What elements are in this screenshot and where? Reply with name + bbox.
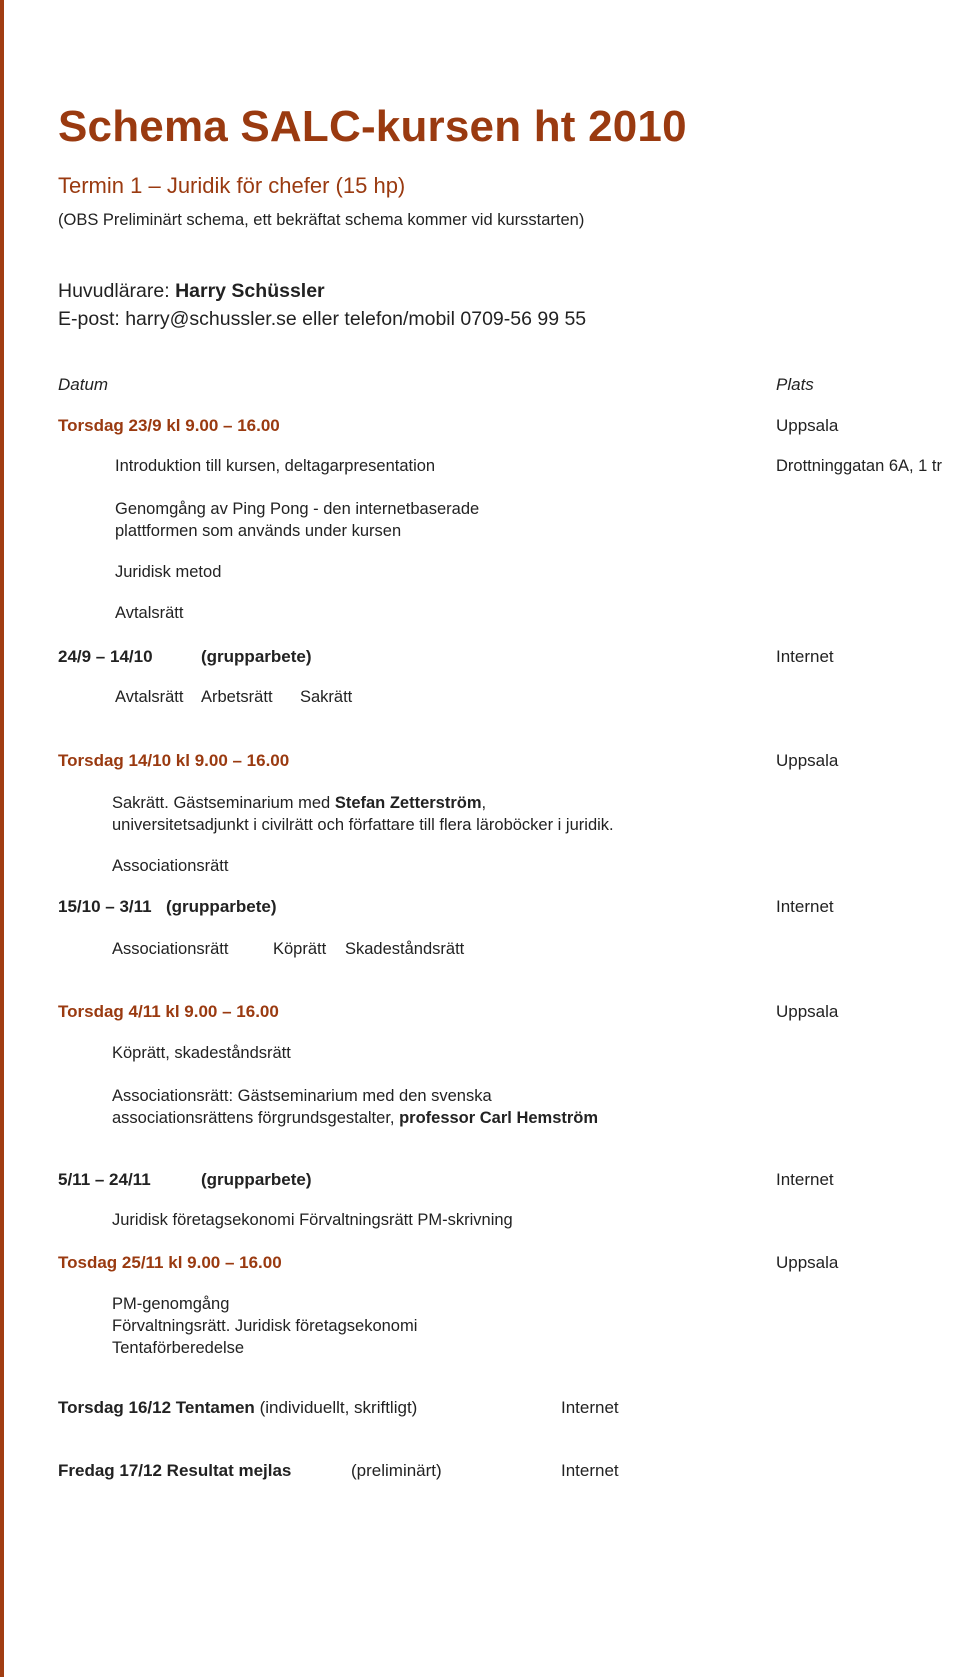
- agenda-item: Juridisk metod: [115, 563, 222, 581]
- teacher-name: Harry Schüssler: [175, 280, 325, 302]
- page-subtitle: Termin 1 – Juridik för chefer (15 hp): [58, 173, 406, 198]
- groupwork-topic: Avtalsrätt: [115, 688, 184, 706]
- groupwork-topics: Juridisk företagsekonomi Förvaltningsrätt PM-skrivning: [112, 1211, 513, 1229]
- groupwork-topic: Sakrätt: [300, 688, 353, 706]
- groupwork-tag: (grupparbete): [201, 1170, 312, 1189]
- groupwork-dates: 5/11 – 24/11: [58, 1170, 151, 1189]
- groupwork-tag: (grupparbete): [166, 897, 277, 916]
- session-place: Uppsala: [776, 1002, 839, 1021]
- groupwork-tag: (grupparbete): [201, 647, 312, 666]
- agenda-item: Avtalsrätt: [115, 604, 184, 622]
- agenda-item-line: Genomgång av Ping Pong - den internetbaserade: [115, 500, 480, 518]
- agenda-item-line: Associationsrätt: Gästseminarium med den svenska: [112, 1087, 492, 1105]
- agenda-item: Introduktion till kursen, deltagarpresentation: [115, 457, 436, 475]
- session-place: Uppsala: [776, 751, 839, 770]
- session-place: Uppsala: [776, 1253, 839, 1272]
- exam-line: [58, 1398, 417, 1418]
- agenda-item-line: [112, 792, 614, 814]
- session-address: Drottninggatan 6A, 1 tr: [776, 457, 943, 475]
- groupwork-place: Internet: [776, 897, 834, 916]
- agenda-item-line: plattformen som används under kursen: [115, 522, 402, 540]
- preliminary-note: (OBS Preliminärt schema, ett bekräftat schema kommer vid kursstarten): [58, 211, 585, 229]
- agenda-item-line: PM-genomgång: [112, 1295, 230, 1313]
- teacher-label: Huvudlärare:: [58, 280, 170, 302]
- exam-place: Internet: [561, 1398, 619, 1417]
- groupwork-topic: Köprätt: [273, 940, 327, 958]
- session-date: Torsdag 4/11 kl 9.00 – 16.00: [58, 1002, 279, 1021]
- exam-detail: (individuellt, skriftligt): [259, 1398, 418, 1417]
- agenda-item-line: universitetsadjunkt i civilrätt och författare till flera läroböcker i juridik.: [112, 816, 614, 834]
- contact-line: E-post: harry@schussler.se eller telefon/mobil 0709-56 99 55: [58, 308, 587, 330]
- agenda-item: [112, 1293, 417, 1359]
- result-place: Internet: [561, 1461, 619, 1480]
- session-place: Uppsala: [776, 416, 839, 435]
- groupwork-topic: Associationsrätt: [112, 940, 229, 958]
- page-title: Schema SALC-kursen ht 2010: [58, 102, 687, 151]
- result-title: Fredag 17/12 Resultat mejlas: [58, 1461, 292, 1480]
- column-header-date: Datum: [58, 375, 109, 394]
- column-header-place: Plats: [776, 375, 814, 394]
- result-detail: (preliminärt): [351, 1461, 442, 1480]
- session-date: Torsdag 23/9 kl 9.00 – 16.00: [58, 416, 280, 435]
- groupwork-topic: Arbetsrätt: [201, 688, 273, 706]
- groupwork-dates: 15/10 – 3/11: [58, 897, 152, 916]
- session-date: Tosdag 25/11 kl 9.00 – 16.00: [58, 1253, 282, 1272]
- groupwork-place: Internet: [776, 1170, 834, 1189]
- groupwork-place: Internet: [776, 647, 834, 666]
- left-edge-rule: [0, 0, 4, 1677]
- agenda-item: Köprätt, skadeståndsrätt: [112, 1044, 291, 1062]
- agenda-item: Associationsrätt: [112, 857, 229, 875]
- guest-name: Stefan Zetterström: [334, 794, 482, 812]
- agenda-item-line: Förvaltningsrätt. Juridisk företagsekonomi: [112, 1317, 418, 1335]
- agenda-item: [115, 498, 479, 542]
- agenda-item: [112, 792, 614, 836]
- agenda-text: associationsrättens förgrundsgestalter,: [112, 1109, 400, 1127]
- teacher-line: [58, 280, 325, 303]
- session-date: Torsdag 14/10 kl 9.00 – 16.00: [58, 751, 290, 770]
- groupwork-topic: Skadeståndsrätt: [345, 940, 465, 958]
- agenda-item: [112, 1085, 598, 1129]
- agenda-text: ,: [481, 794, 487, 812]
- agenda-item-line: Tentaförberedelse: [112, 1339, 245, 1357]
- exam-title: Torsdag 16/12 Tentamen: [58, 1398, 255, 1417]
- agenda-text: Sakrätt. Gästseminarium med: [112, 794, 335, 812]
- groupwork-dates: 24/9 – 14/10: [58, 647, 153, 666]
- guest-name: professor Carl Hemström: [399, 1109, 599, 1127]
- agenda-item-line: [112, 1107, 598, 1129]
